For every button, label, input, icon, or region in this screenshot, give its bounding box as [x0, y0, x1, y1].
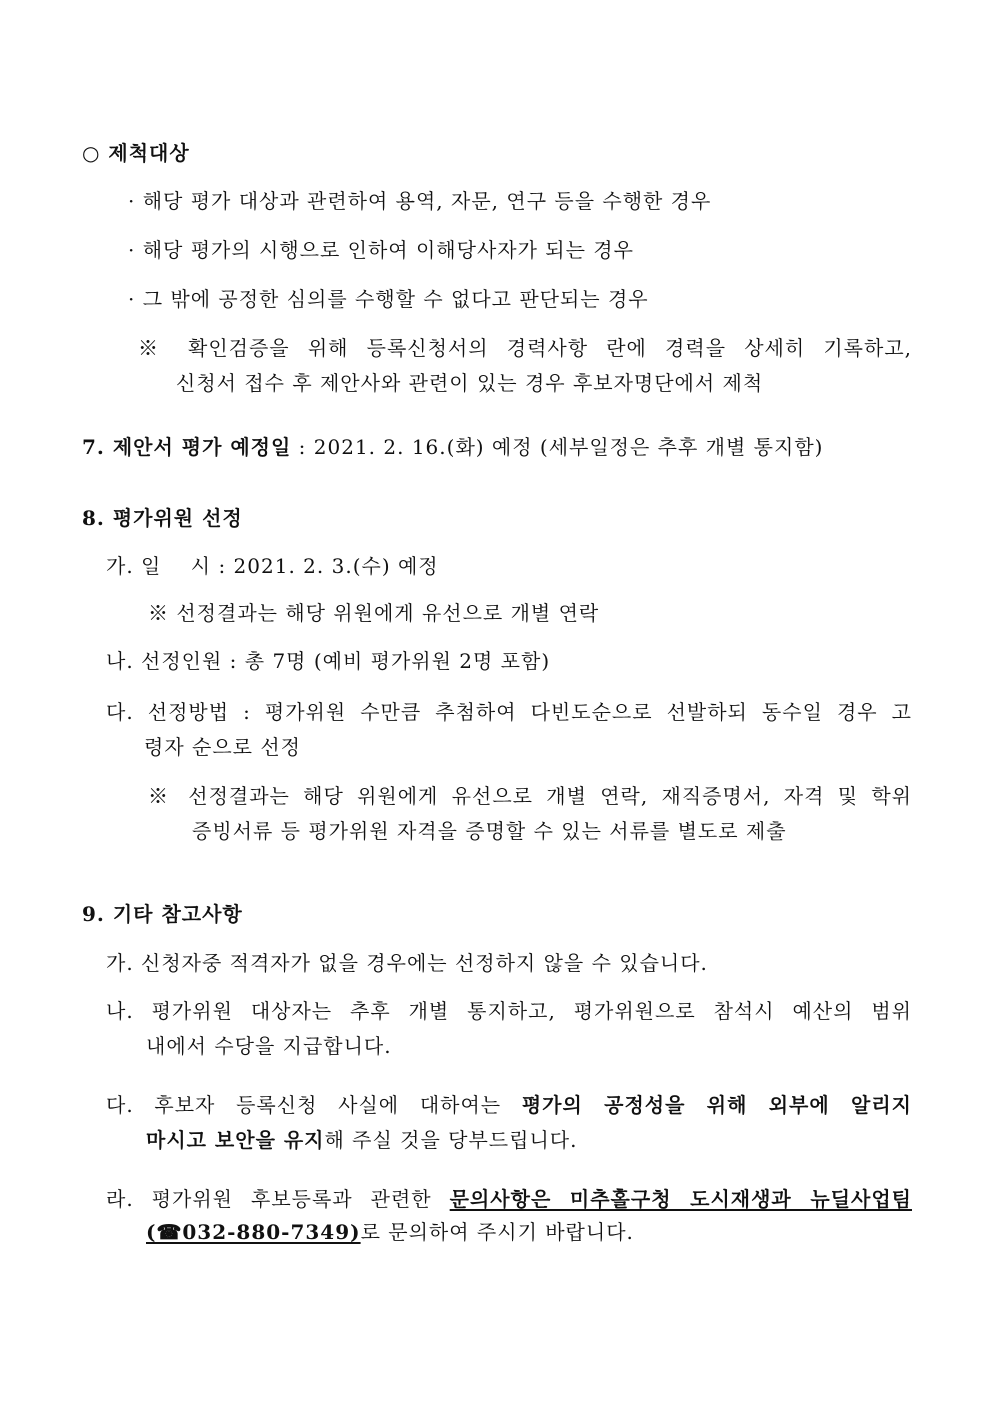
section7-line — [82, 434, 823, 460]
exclusion-bullet-3: · 그 밖에 공정한 심의를 수행할 수 없다고 판단되는 경우 — [128, 287, 649, 311]
section9-item-ra-line2 — [146, 1219, 634, 1245]
section8-item-ga: 가. 일 시 : 2021. 2. 3.(수) 예정 — [106, 554, 439, 578]
section9-heading: 9. 기타 참고사항 — [82, 902, 243, 926]
section9-item-ra-line1 — [106, 1186, 912, 1212]
exclusion-heading: ○ 제척대상 — [82, 141, 190, 165]
exclusion-bullet-1: · 해당 평가 대상과 관련하여 용역, 자문, 연구 등을 수행한 경우 — [128, 189, 712, 213]
section7-label: 7. 제안서 평가 예정일 — [82, 435, 292, 459]
section9-item-da-bold1: 평가의 공정성을 위해 외부에 알리지 — [521, 1093, 912, 1117]
section8-item-ga-note: ※ 선정결과는 해당 위원에게 유선으로 개별 연락 — [148, 601, 600, 625]
section9-item-na-line2: 내에서 수당을 지급합니다. — [146, 1034, 392, 1058]
section9-item-da-bold2: 마시고 보안을 유지 — [146, 1128, 325, 1152]
section8-item-na: 나. 선정인원 : 총 7명 (예비 평가위원 2명 포함) — [106, 649, 551, 673]
section9-item-da-suffix: 해 주실 것을 당부드립니다. — [324, 1128, 578, 1152]
exclusion-note-line1: ※ 확인검증을 위해 등록신청서의 경력사항 란에 경력을 상세히 기록하고, — [138, 336, 912, 360]
section9-item-ra-phone: (☎032-880-7349) — [146, 1220, 361, 1244]
section8-item-da-line2: 령자 순으로 선정 — [144, 735, 301, 759]
section9-item-da-prefix: 다. 후보자 등록신청 사실에 대하여는 — [106, 1093, 522, 1117]
section9-item-ra-suffix: 로 문의하여 주시기 바랍니다. — [360, 1220, 634, 1244]
section8-heading: 8. 평가위원 선정 — [82, 506, 243, 530]
section9-item-ra-prefix: 라. 평가위원 후보등록과 관련한 — [106, 1187, 450, 1211]
section9-item-da-line1 — [106, 1092, 912, 1118]
exclusion-bullet-2: · 해당 평가의 시행으로 인하여 이해당사자가 되는 경우 — [128, 238, 634, 262]
section7-value: : 2021. 2. 16.(화) 예정 (세부일정은 추후 개별 통지함) — [291, 435, 824, 459]
section8-item-da-note-line2: 증빙서류 등 평가위원 자격을 증명할 수 있는 서류를 별도로 제출 — [192, 819, 787, 843]
section9-item-ga: 가. 신청자중 적격자가 없을 경우에는 선정하지 않을 수 있습니다. — [106, 951, 708, 975]
section9-item-da-line2 — [146, 1127, 577, 1153]
section8-item-da-note-line1: ※ 선정결과는 해당 위원에게 유선으로 개별 연락, 재직증명서, 자격 및 학위 — [148, 784, 912, 808]
section8-item-da-line1: 다. 선정방법 : 평가위원 수만큼 추첨하여 다빈도순으로 선발하되 동수일 경우 고 — [106, 700, 912, 724]
section9-item-na-line1: 나. 평가위원 대상자는 추후 개별 통지하고, 평가위원으로 참석시 예산의 범위 — [106, 999, 912, 1023]
section9-item-ra-underline1: 문의사항은 미추홀구청 도시재생과 뉴딜사업팀 — [449, 1187, 912, 1211]
exclusion-note-line2: 신청서 접수 후 제안사와 관련이 있는 경우 후보자명단에서 제척 — [176, 371, 764, 395]
